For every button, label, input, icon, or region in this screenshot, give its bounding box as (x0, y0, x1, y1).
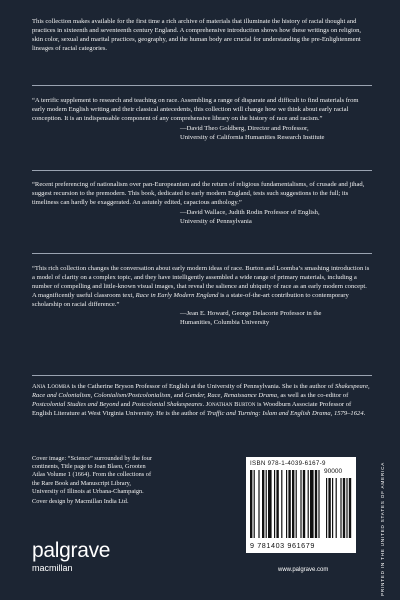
barcode-bar (328, 478, 330, 538)
author-name: Jonathan Burton (205, 400, 256, 408)
bio-text: and (119, 400, 132, 408)
barcode-bars (250, 470, 352, 540)
bio-text: , (90, 391, 94, 399)
bio-text: is the Catherine Bryson Professor of English at the University of Pennsylvania. She is the author of (69, 383, 335, 390)
blurb-text: “A terrific supplement to research and teaching on race. Assembling a range of disparate and difficult to find materials from early modern English writing and their classical antecedents, this collection will change how we think about early racial conception. It is an indispensable component of any comprehensive library on the history of race and racism.” (32, 97, 359, 122)
book-title: Colonialism/Postcolonialism (93, 391, 171, 399)
barcode-bar (266, 470, 267, 538)
barcode-bar (332, 478, 333, 538)
blurb-text: “Recent preferencing of nationalism over pan-Europeanism and the return of religious fundamentalisms, of crusade and jihad, suggest recursion to the premodern. This book, dedicated to early modern England, tests such suggestions to the full; its timeliness can hardly be exaggerated. An astutely edited, capacious anthology.” (32, 181, 365, 206)
blurb-text: “This rich collection changes the conversation about early modern ideas of race. Burton and Loomba’s smashing introduction is a model of clarity on a complex topic, and they have intelligently assembled a wide range of primary materials, including a number of compelling and little-known visual images, that reveal the salience and ubiquity of race as an early modern concept. A magnificently useful classroom text, (32, 265, 370, 299)
barcode-bar (346, 478, 347, 538)
barcode-bar (250, 470, 252, 538)
blurb-attribution: —David Wallace, Judith Rodin Professor of English, University of Pennsylvania (180, 208, 320, 225)
barcode-bar (288, 470, 290, 538)
barcode-bar (326, 478, 327, 538)
author-bios (32, 383, 372, 419)
bio-text: , and (170, 391, 185, 399)
barcode-bar (281, 470, 282, 538)
barcode-bar (254, 470, 255, 538)
isbn-barcode (246, 457, 356, 553)
bio-text: . (202, 400, 206, 408)
divider (32, 375, 372, 376)
barcode-bar (318, 470, 319, 538)
blurb-attribution: —Jean E. Howard, George Delacorte Professor in the Humanities, Columbia University (180, 310, 322, 327)
book-title: Gender, Race, Renaissance Drama (184, 391, 278, 399)
bio-text: is Woodburn Associate Professor of English Literature at West Virginia University. He is the author of (32, 400, 352, 417)
barcode-bar (349, 478, 351, 538)
barcode-bar (262, 470, 264, 538)
barcode-bar (336, 478, 337, 538)
barcode-bar (258, 470, 259, 538)
author-name: Ania Loomba (32, 383, 70, 390)
barcode-bar (292, 470, 294, 538)
blurb-howard (32, 265, 372, 328)
printed-in-usa: PRINTED IN THE UNITED STATES OF AMERICA (380, 461, 385, 596)
bio-text: . (363, 409, 366, 417)
bio-text: , as well as the co-editor of (277, 391, 349, 399)
divider (32, 85, 372, 86)
cover-credits (32, 455, 158, 506)
book-title: Shakespeare, Race and Colonialism (32, 383, 370, 399)
barcode-digits: 9 781403 961679 (250, 541, 315, 550)
book-title: Traffic and Turning: Islam and English Drama, 1579–1624 (206, 409, 364, 417)
book-title: Postcolonial Shakespeares (131, 400, 203, 408)
blurb-attribution: —David Theo Goldberg, Director and Professor, University of California Humanities Research Institute (180, 124, 325, 141)
price-addon: 90000 (324, 468, 343, 475)
publisher-url: www.palgrave.com (278, 567, 329, 573)
blurb-text-end: is a state-of-the-art contribution to contemporary scholarship on racial difference.” (32, 291, 349, 308)
barcode-bar (315, 470, 317, 538)
divider (32, 253, 372, 254)
cover-image-credit: Cover image: “Science” surrounded by the four continents, Title page to Joan Blaeu, Grooten Atlas Volume 1 (1664). From the collections of the Rare Book and Manuscript Library, University of Illinois at Urbana-Champaign. (32, 455, 152, 495)
publisher-logo (32, 540, 110, 573)
book-title: Race in Early Modern England (135, 291, 219, 299)
publisher-name: palgrave (32, 539, 111, 562)
barcode-bar (296, 470, 297, 538)
barcode-bar (300, 470, 301, 538)
barcode-bar (303, 470, 305, 538)
publisher-sub: macmillan (32, 563, 73, 573)
divider (32, 170, 372, 171)
book-title: Postcolonial Studies and Beyond (32, 400, 119, 408)
barcode-bar (343, 478, 345, 538)
barcode-bar (268, 470, 272, 538)
blurb-goldberg (32, 97, 372, 142)
cover-design-credit: Cover design by Macmillan India Ltd. (32, 497, 129, 505)
barcode-bar (310, 470, 314, 538)
barcode-bar (308, 470, 309, 538)
intro-paragraph: This collection makes available for the first time a rich archive of materials that illuminate the history of racial thought and practices in sixteenth and seventeenth century England. A comprehensive introduction shows how these writings on religion, skin color, sexual and marital practices, geography, and the human body are crucial for understanding the pre-Enlightenment lineages of racial categories. (32, 18, 362, 52)
barcode-bar (286, 470, 287, 538)
blurb-wallace (32, 181, 372, 226)
barcode-bar (340, 478, 341, 538)
isbn-label: ISBN 978-1-4039-6167-9 (250, 460, 326, 467)
barcode-bar (276, 470, 278, 538)
barcode-bar (274, 470, 275, 538)
